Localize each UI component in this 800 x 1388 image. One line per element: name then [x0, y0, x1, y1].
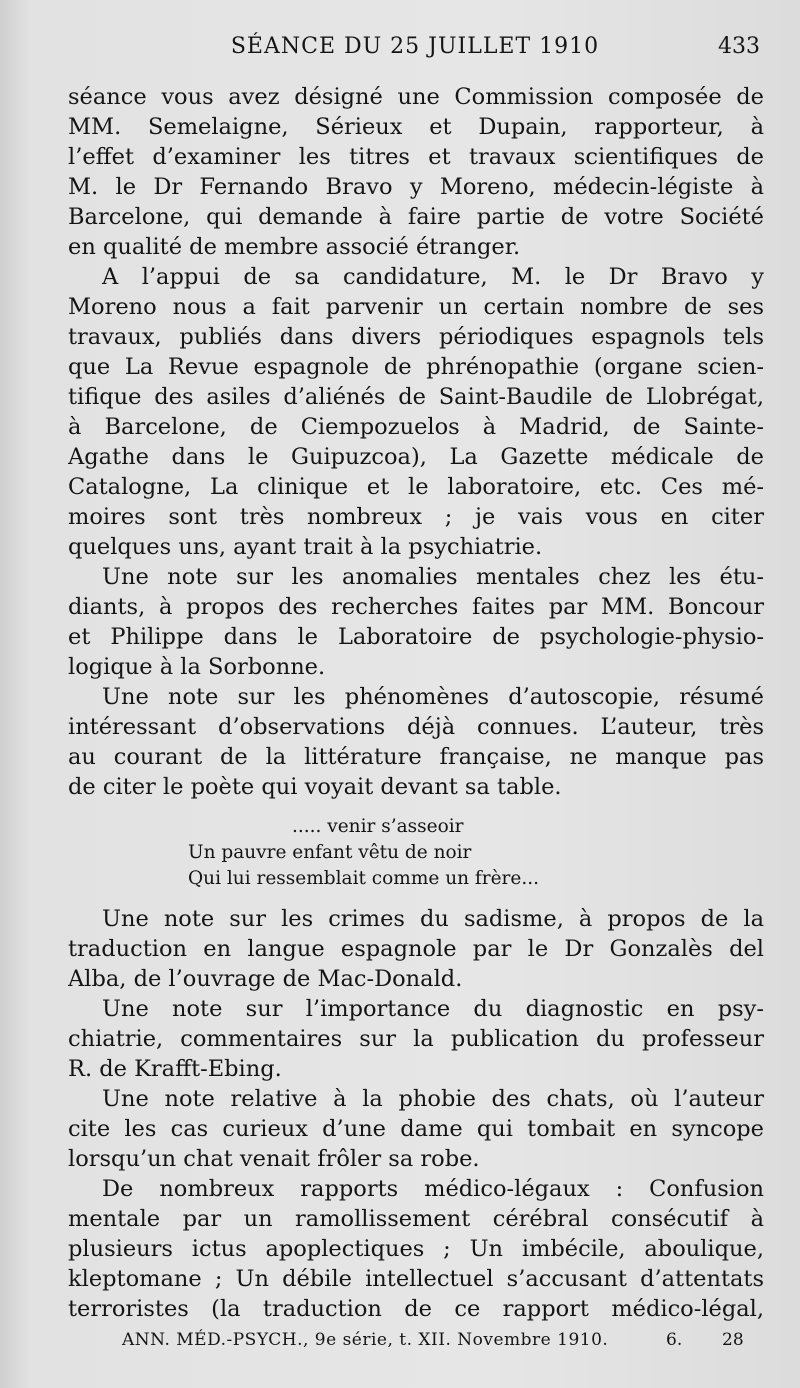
text-line: l’effet d’examiner les titres et travaux scientifiques de — [68, 144, 764, 170]
text-line: séance vous avez désigné une Commission composée de — [68, 84, 764, 110]
text-line: Catalogne, La clinique et le laboratoire, etc. Ces mé- — [68, 474, 764, 500]
text-line: Agathe dans le Guipuzcoa), La Gazette médicale de — [68, 444, 764, 470]
page-header — [70, 34, 760, 68]
text-line: cite les cas curieux d’une dame qui tombait en syncope — [68, 1116, 764, 1142]
text-line: Une note sur les anomalies mentales chez les étu- — [102, 564, 764, 590]
text-line: traduction en langue espagnole par le Dr Gonzalès del — [68, 936, 764, 962]
text-line: Moreno nous a fait parvenir un certain nombre de ses — [68, 294, 764, 320]
text-line: A l’appui de sa candidature, M. le Dr Bravo y — [102, 264, 764, 290]
text-line: Une note sur l’importance du diagnostic en psy- — [102, 996, 764, 1022]
text-line: intéressant d’observations déjà connues. L’auteur, très — [68, 714, 764, 740]
text-line: quelques uns, ayant trait à la psychiatrie. — [68, 534, 543, 560]
text-line: à Barcelone, de Ciempozuelos à Madrid, de Sainte- — [68, 414, 764, 440]
text-line: Une note relative à la phobie des chats, où l’auteur — [102, 1086, 764, 1112]
verse-line: Un pauvre enfant vêtu de noir — [188, 842, 472, 863]
text-line: logique à la Sorbonne. — [68, 654, 326, 680]
verse-line: ..... venir s’asseoir — [292, 816, 464, 837]
text-line: Une note sur les phénomènes d’autoscopie, résumé — [102, 684, 764, 710]
sheet-number: 28 — [722, 1330, 744, 1350]
text-line: plusieurs ictus apoplectiques ; Un imbécile, aboulique, — [68, 1236, 764, 1262]
journal-citation: ANN. MÉD.-PSYCH., 9e série, t. XII. Novembre 1910. — [122, 1330, 609, 1350]
text-line: Barcelone, qui demande à faire partie de votre Société — [68, 204, 764, 230]
verse-line: Qui lui ressemblait comme un frère... — [188, 868, 539, 889]
text-line: mentale par un ramollissement cérébral consécutif à — [68, 1206, 764, 1232]
text-line: Une note sur les crimes du sadisme, à propos de la — [102, 906, 764, 932]
text-line: et Philippe dans le Laboratoire de psychologie-physio- — [68, 624, 764, 650]
page-number: 433 — [718, 34, 760, 59]
spacer — [68, 802, 764, 814]
text-line: De nombreux rapports médico-légaux : Confusion — [102, 1176, 764, 1202]
text-line: en qualité de membre associé étranger. — [68, 234, 521, 260]
signature-number: 6. — [666, 1330, 683, 1350]
text-line: de citer le poète qui voyait devant sa table. — [68, 774, 562, 800]
text-line: MM. Semelaigne, Sérieux et Dupain, rapporteur, à — [68, 114, 764, 140]
text-line: Alba, de l’ouvrage de Mac-Donald. — [68, 966, 463, 992]
running-head: SÉANCE DU 25 JUILLET 1910 — [230, 34, 600, 59]
text-line: M. le Dr Fernando Bravo y Moreno, médecin-légiste à — [68, 174, 764, 200]
text-line: chiatrie, commentaires sur la publication du professeur — [68, 1026, 764, 1052]
text-line: terroristes (la traduction de ce rapport médico-légal, — [68, 1296, 764, 1322]
text-line: au courant de la littérature française, ne manque pas — [68, 744, 764, 770]
text-line: diants, à propos des recherches faites par MM. Boncour — [68, 594, 764, 620]
text-line: moires sont très nombreux ; je vais vous en citer — [68, 504, 764, 530]
text-line: que La Revue espagnole de phrénopathie (organe scien- — [68, 354, 764, 380]
text-line: travaux, publiés dans divers périodiques espagnols tels — [68, 324, 764, 350]
page-body — [68, 82, 764, 1324]
page-footer — [122, 1330, 762, 1358]
text-line: tifique des asiles d’aliénés de Saint-Baudile de Llobrégat, — [68, 384, 764, 410]
text-line: R. de Krafft-Ebing. — [68, 1056, 282, 1082]
text-line: kleptomane ; Un débile intellectuel s’accusant d’attentats — [68, 1266, 764, 1292]
spacer — [68, 892, 764, 904]
text-line: lorsqu’un chat venait frôler sa robe. — [68, 1146, 480, 1172]
